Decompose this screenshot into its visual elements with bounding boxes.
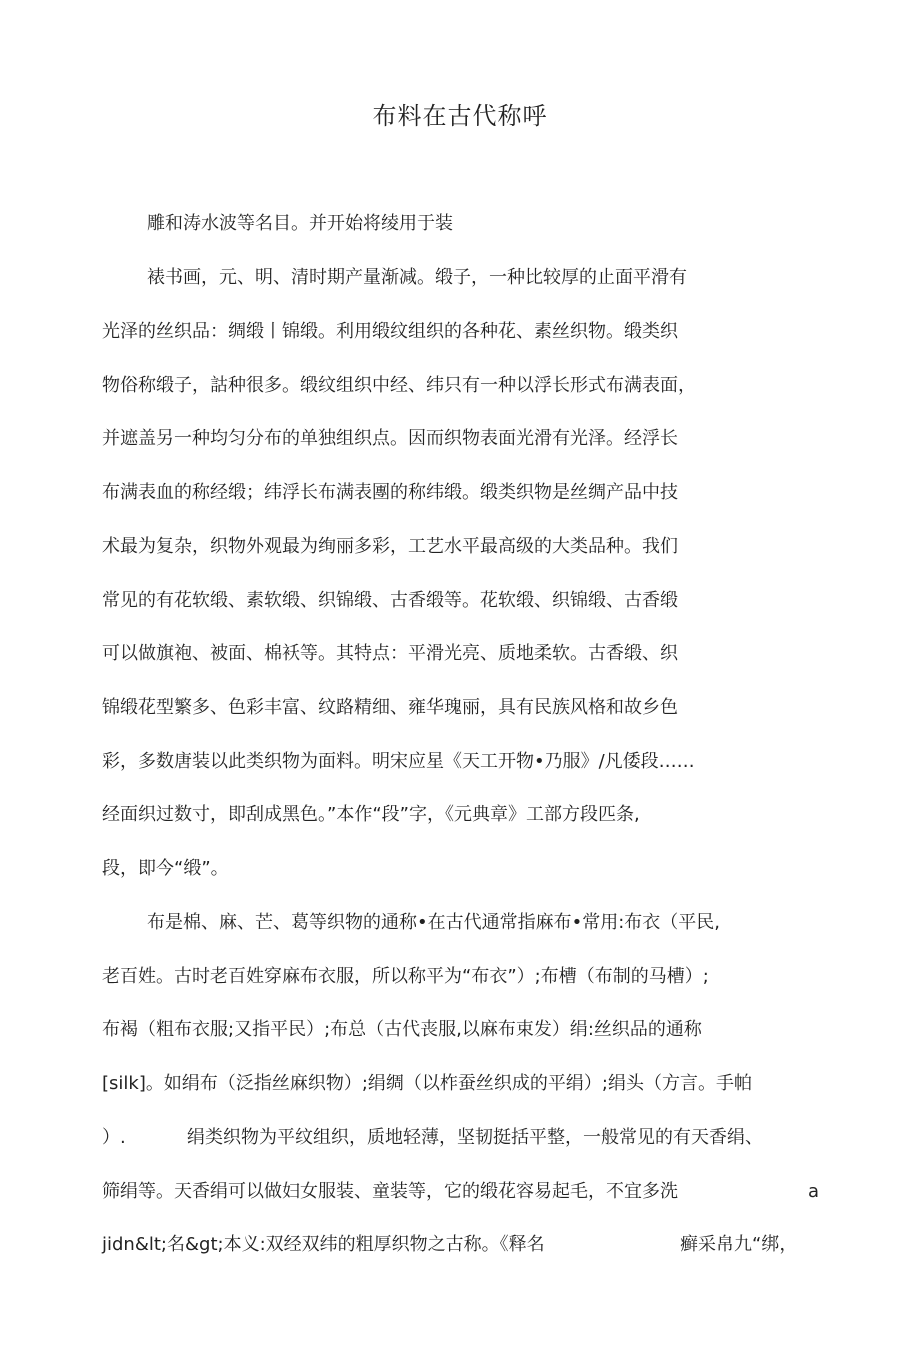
- text-line: 锦缎花型繁多、色彩丰富、纹路精细、雍华瑰丽，具有民族风格和故乡色: [102, 697, 678, 718]
- text-line: 雕和涛水波等名目。并开始将绫用于装: [147, 213, 453, 234]
- text-line: 经面织过数寸，即刮成黑色。”本作“段”字，《元典章》工部方段匹条,: [102, 804, 640, 825]
- text-line: 物俗称缎子，詁种很多。缎纹组织中经、纬只有一种以浮长形式布满表面，: [102, 375, 696, 396]
- text-fragment: a: [808, 1181, 820, 1202]
- document-title: 布料在古代称呼: [372, 102, 548, 130]
- text-fragment: 癣采帛九“绑，: [680, 1234, 798, 1255]
- text-line: 绢类织物为平纹组织，质地轻薄，坚韧挺括平整，一般常见的有天香绢、: [187, 1127, 763, 1148]
- text-line: 布是棉、麻、芒、葛等织物的通称•在古代通常指麻布•常用:布衣（平民,: [147, 912, 721, 933]
- text-line: jidn&lt;名&gt;本义:双经双纬的粗厚织物之古称。《释名: [102, 1234, 545, 1255]
- text-line: 布满表血的称经缎；纬浮长布满表團的称纬缎。缎类织物是丝绸产品中技: [102, 482, 678, 503]
- text-line: 彩，多数唐装以此类织物为面料。明宋应星《天工开物•乃服》/凡倭段……: [102, 751, 695, 772]
- text-line: 布褐（粗布衣服;又指平民）;布总（古代丧服,以麻布束发）绢:丝织品的通称: [102, 1019, 702, 1040]
- text-line: 光泽的丝织品：绸缎丨锦缎。利用缎纹组织的各种花、素丝织物。缎类织: [102, 321, 678, 342]
- text-line: 老百姓。古时老百姓穿麻布衣服，所以称平为“布衣”）;布槽（布制的马槽）;: [102, 966, 709, 987]
- text-line: 常见的有花软缎、素软缎、织锦缎、古香缎等。花软缎、织锦缎、古香缎: [102, 590, 678, 611]
- text-line: 段，即今“缎”。: [102, 858, 229, 879]
- text-line: 并遮盖另一种均匀分布的单独组织点。因而织物表面光滑有光泽。经浮长: [102, 428, 678, 449]
- text-line: 可以做旗袍、被面、棉袄等。其特点：平滑光亮、质地柔软。古香缎、织: [102, 643, 678, 664]
- text-line: [silk]。如绢布（泛指丝麻织物）;绢绸（以柞蚕丝织成的平绢）;绢头（方言。手帕: [102, 1073, 752, 1094]
- text-line: ）.: [102, 1127, 126, 1148]
- text-line: 筛绢等。天香绢可以做妇女服装、童装等，它的缎花容易起毛，不宜多洗: [102, 1181, 678, 1202]
- text-line: 术最为复杂，织物外观最为绚丽多彩，工艺水平最高级的大类品种。我们: [102, 536, 678, 557]
- text-line: 裱书画，元、明、清时期产量渐减。缎子，一种比较厚的止面平滑有: [147, 267, 687, 288]
